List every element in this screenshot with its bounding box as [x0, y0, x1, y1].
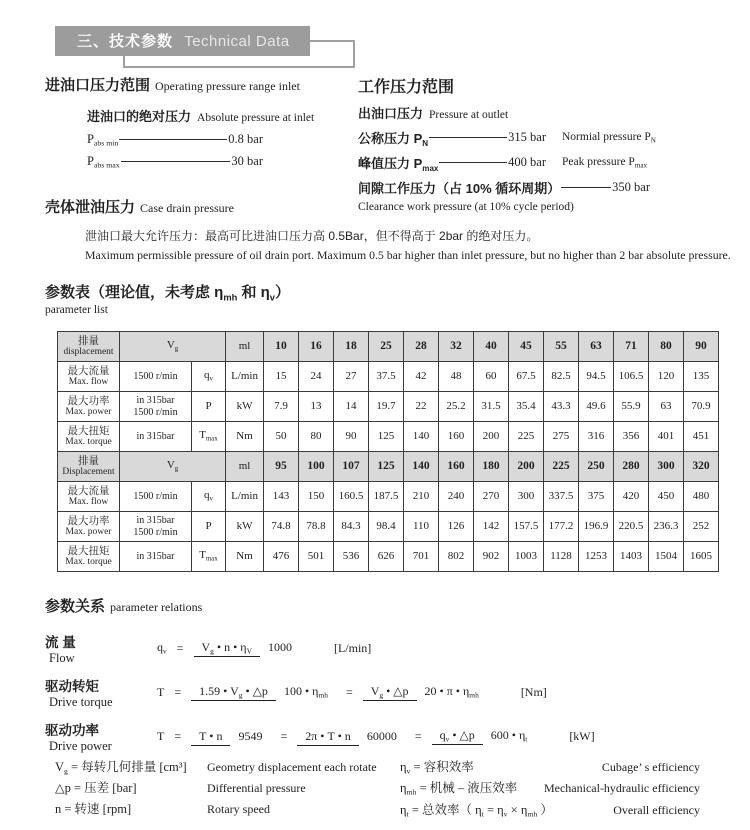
pressure-label-en: Peak pressure $P_{max}$ — [562, 155, 648, 170]
fraction — [363, 684, 487, 700]
value-cell: 1504 — [649, 542, 684, 572]
inlet-subheading-cn: 进油口的绝对压力 — [87, 109, 192, 124]
size-header-cell: 100 — [299, 452, 334, 482]
value-cell: 157.5 — [509, 512, 544, 542]
pressure-value: 0.8 bar — [228, 132, 263, 147]
value-cell: 37.5 — [369, 362, 404, 392]
equation-unit: [kW] — [569, 728, 595, 743]
header-vg-cell: $V_g$ — [120, 452, 226, 482]
equation-lhs: T — [157, 728, 165, 743]
parameter-table-title-en: parameter list — [45, 304, 108, 317]
value-cell: 35.4 — [509, 392, 544, 422]
value-cell: 7.9 — [264, 392, 299, 422]
size-header-cell: 200 — [509, 452, 544, 482]
relation-row — [45, 626, 735, 670]
value-cell: 225 — [509, 422, 544, 452]
value-cell: 27 — [334, 362, 369, 392]
value-cell: 63 — [649, 392, 684, 422]
definition-line — [55, 781, 400, 797]
value-cell: 150 — [299, 482, 334, 512]
definitions-left-column — [55, 760, 400, 824]
section-title-banner — [55, 26, 310, 56]
inlet-subheading-en: Absolute pressure at inlet — [197, 112, 315, 124]
value-cell: 143 — [264, 482, 299, 512]
relation-equation — [157, 640, 300, 656]
size-header-cell: 140 — [404, 452, 439, 482]
value-cell: 300 — [509, 482, 544, 512]
unit-cell: Nm — [226, 422, 264, 452]
value-cell: 50 — [264, 422, 299, 452]
value-cell: 125 — [369, 422, 404, 452]
condition-cell: in 315bar — [120, 422, 192, 452]
inlet-heading-en: Operating pressure range inlet — [155, 79, 300, 93]
pressure-label-en: Normial pressure $P_N$ — [562, 131, 656, 145]
value-cell: 450 — [649, 482, 684, 512]
equation-lhs: T — [157, 684, 165, 699]
banner-title-en: Technical Data — [184, 33, 290, 50]
table-data-row — [58, 542, 719, 572]
value-cell: 275 — [544, 422, 579, 452]
symbol-cell: P — [192, 392, 226, 422]
table-data-row — [58, 512, 719, 542]
condition-cell: in 315bar 1500 r/min — [120, 392, 192, 422]
value-cell: 220.5 — [614, 512, 649, 542]
size-header-cell: 90 — [684, 332, 719, 362]
size-header-cell: 125 — [369, 452, 404, 482]
size-header-cell: 40 — [474, 332, 509, 362]
relation-equation — [157, 684, 487, 700]
value-cell: 240 — [439, 482, 474, 512]
value-cell: 337.5 — [544, 482, 579, 512]
symbol-cell: $q_v$ — [192, 482, 226, 512]
pressure-symbol: $P_{abs max}$ — [87, 153, 120, 170]
value-cell: 74.8 — [264, 512, 299, 542]
value-cell: 356 — [614, 422, 649, 452]
relation-label-cn: 流 量 — [45, 634, 76, 650]
fraction — [191, 729, 270, 744]
value-cell: 210 — [404, 482, 439, 512]
value-cell: 24 — [299, 362, 334, 392]
inlet-heading — [45, 74, 355, 95]
fraction-numerator: 2π • T • n — [297, 729, 359, 746]
inlet-pressure-section — [45, 74, 355, 169]
fraction-numerator: $V_g$ • △p — [363, 684, 417, 701]
definition-term: $\eta_t$ = 总效率（ $\eta_t = \eta_v \times \eta_{mh}$ ） — [400, 802, 553, 819]
fraction-denominator: 600 • $\eta_t$ — [490, 728, 528, 744]
inlet-pressure-rows — [45, 132, 355, 169]
table-header-row — [58, 332, 719, 362]
equals-sign: = — [345, 684, 353, 699]
value-cell: 78.8 — [299, 512, 334, 542]
value-cell: 22 — [404, 392, 439, 422]
definition-line — [400, 760, 700, 776]
outlet-pressure-row — [358, 128, 735, 148]
value-cell: 1403 — [614, 542, 649, 572]
symbol-cell: $T_{max}$ — [192, 542, 226, 572]
value-cell: 70.9 — [684, 392, 719, 422]
size-header-cell: 55 — [544, 332, 579, 362]
size-header-cell: 180 — [474, 452, 509, 482]
value-cell: 13 — [299, 392, 334, 422]
definition-english: Cubage’ s efficiency — [601, 760, 700, 774]
unit-cell: kW — [226, 392, 264, 422]
value-cell: 60 — [474, 362, 509, 392]
parameter-relations-section — [45, 595, 735, 758]
inlet-pressure-row — [87, 132, 263, 148]
value-cell: 110 — [404, 512, 439, 542]
pressure-label-cn: 间隙工作压力（占 10% 循环周期） — [358, 180, 561, 196]
case-drain-heading — [45, 196, 735, 217]
inlet-heading-cn: 进油口压力范围 — [45, 77, 151, 94]
size-header-cell: 28 — [404, 332, 439, 362]
value-cell: 1128 — [544, 542, 579, 572]
value-cell: 626 — [369, 542, 404, 572]
value-cell: 14 — [334, 392, 369, 422]
parameter-table — [57, 331, 719, 572]
value-cell: 701 — [404, 542, 439, 572]
value-cell: 160 — [439, 422, 474, 452]
pressure-label-cn: 峰值压力 $P_{max}$ — [358, 155, 439, 173]
value-cell: 252 — [684, 512, 719, 542]
value-cell: 1253 — [579, 542, 614, 572]
value-cell: 15 — [264, 362, 299, 392]
row-label-cell: 最大扭矩 Max. torque — [58, 542, 120, 572]
value-cell: 25.2 — [439, 392, 474, 422]
condition-cell: 1500 r/min — [120, 362, 192, 392]
relation-label-en: Drive power — [49, 738, 112, 753]
row-label-cell: 最大流量 Max. flow — [58, 362, 120, 392]
definition-line — [400, 803, 700, 819]
pressure-value: 30 bar — [231, 154, 263, 169]
value-cell: 1605 — [684, 542, 719, 572]
equals-sign: = — [414, 728, 422, 743]
equation-unit: [L/min] — [333, 640, 372, 655]
size-header-cell: 225 — [544, 452, 579, 482]
outlet-subheading — [358, 103, 735, 123]
value-cell: 142 — [474, 512, 509, 542]
value-cell: 94.5 — [579, 362, 614, 392]
condition-cell: in 315bar — [120, 542, 192, 572]
fraction-denominator: 60000 — [366, 728, 397, 743]
definition-line — [400, 781, 700, 797]
size-header-cell: 16 — [299, 332, 334, 362]
equals-sign: = — [176, 640, 184, 655]
relation-label-cn: 驱动功率 — [45, 722, 99, 738]
size-header-cell: 95 — [264, 452, 299, 482]
value-cell: 236.3 — [649, 512, 684, 542]
size-header-cell: 300 — [649, 452, 684, 482]
size-header-cell: 280 — [614, 452, 649, 482]
definitions-right-column — [400, 760, 700, 824]
relation-rows — [45, 626, 735, 758]
relation-equation — [157, 728, 535, 744]
value-cell: 187.5 — [369, 482, 404, 512]
size-header-cell: 32 — [439, 332, 474, 362]
unit-cell: kW — [226, 512, 264, 542]
value-cell: 451 — [684, 422, 719, 452]
definition-term: △p = 压差 [bar] — [55, 781, 137, 796]
table-data-row — [58, 422, 719, 452]
value-cell: 160.5 — [334, 482, 369, 512]
definition-english: Differential pressure — [207, 781, 306, 796]
case-drain-section — [45, 196, 735, 263]
unit-cell: L/min — [226, 362, 264, 392]
equals-sign: = — [280, 728, 288, 743]
fraction-denominator: 20 • π • $\eta_{mh}$ — [424, 684, 479, 700]
case-drain-text-en: Maximum permissible pressure of oil drain port. Maximum 0.5 bar higher than inlet pressure, but no higher than 2 bar absolute pressure. — [85, 248, 731, 262]
outlet-heading — [358, 74, 735, 97]
row-label-cell: 最大扭矩 Max. torque — [58, 422, 120, 452]
banner-title-cn: 三、技术参数 — [77, 33, 174, 50]
leader-line — [429, 137, 507, 138]
equation-lhs: $q_v$ — [157, 640, 167, 656]
value-cell: 82.5 — [544, 362, 579, 392]
value-cell: 902 — [474, 542, 509, 572]
header-unit-cell: ml — [226, 332, 264, 362]
symbol-cell: P — [192, 512, 226, 542]
equals-sign: = — [174, 728, 182, 743]
value-cell: 140 — [404, 422, 439, 452]
case-drain-text-cn: 泄油口最大允许压力：最高可比进油口压力高 0.5Bar，但不得高于 2bar 的绝对压力。 — [85, 229, 539, 243]
leader-line — [439, 162, 507, 163]
banner-box — [55, 26, 310, 56]
size-header-cell: 107 — [334, 452, 369, 482]
outlet-note-en: Clearance work pressure (at 10% cycle period) — [358, 200, 574, 213]
unit-cell: L/min — [226, 482, 264, 512]
relations-heading-cn: 参数关系 — [45, 598, 106, 615]
pressure-value: 315 bar — [508, 130, 546, 145]
pressure-value: 350 bar — [612, 179, 650, 194]
relation-label-en: Drive torque — [49, 694, 113, 709]
pressure-label-cn: 公称压力 $P_N$ — [358, 131, 429, 148]
fraction — [191, 684, 336, 700]
value-cell: 802 — [439, 542, 474, 572]
working-pressure-section — [358, 74, 735, 213]
unit-cell: Nm — [226, 542, 264, 572]
symbol-definitions — [55, 760, 700, 824]
value-cell: 126 — [439, 512, 474, 542]
value-cell: 80 — [299, 422, 334, 452]
value-cell: 501 — [299, 542, 334, 572]
value-cell: 55.9 — [614, 392, 649, 422]
value-cell: 90 — [334, 422, 369, 452]
relation-row — [45, 714, 735, 758]
value-cell: 31.5 — [474, 392, 509, 422]
definition-term: n = 转速 [rpm] — [55, 802, 132, 817]
row-label-cell: 最大功率 Max. power — [58, 512, 120, 542]
fraction-numerator: $V_g$ • n • $\eta_V$ — [194, 640, 260, 657]
value-cell: 98.4 — [369, 512, 404, 542]
size-header-cell: 250 — [579, 452, 614, 482]
value-cell: 106.5 — [614, 362, 649, 392]
table-header-row — [58, 452, 719, 482]
outlet-pressure-rows — [358, 128, 735, 197]
size-header-cell: 63 — [579, 332, 614, 362]
definition-term: $\eta_v$ = 容积效率 — [400, 760, 474, 776]
pressure-symbol: $P_{abs min}$ — [87, 132, 119, 148]
fraction — [194, 640, 300, 656]
value-cell: 43.3 — [544, 392, 579, 422]
fraction — [432, 728, 536, 744]
relation-label-en: Flow — [49, 650, 75, 665]
header-displacement-cell: 排量 Displacement — [58, 452, 120, 482]
symbol-cell: $T_{max}$ — [192, 422, 226, 452]
header-vg-cell: $V_g$ — [120, 332, 226, 362]
case-drain-heading-cn: 壳体泄油压力 — [45, 199, 136, 216]
leader-line — [561, 187, 611, 188]
inlet-pressure-row — [87, 154, 263, 170]
table-data-row — [58, 482, 719, 512]
value-cell: 84.3 — [334, 512, 369, 542]
definition-line — [55, 760, 400, 776]
definition-term: $V_g$ = 每转几何排量 [cm³] — [55, 760, 187, 776]
condition-cell: in 315bar 1500 r/min — [120, 512, 192, 542]
equation-unit: [Nm] — [520, 684, 547, 699]
inlet-subheading — [87, 106, 355, 126]
outlet-heading-cn: 工作压力范围 — [358, 79, 455, 96]
condition-cell: 1500 r/min — [120, 482, 192, 512]
parameter-table-title-cn: 参数表（理论值，未考虑 $\eta_{mh}$ 和 $\eta_v$） — [45, 284, 290, 303]
size-header-cell: 80 — [649, 332, 684, 362]
relations-heading-en: parameter relations — [110, 600, 203, 614]
pressure-value: 400 bar — [508, 155, 546, 170]
size-header-cell: 25 — [369, 332, 404, 362]
header-displacement-cell: 排量 displacement — [58, 332, 120, 362]
table-data-row — [58, 392, 719, 422]
value-cell: 67.5 — [509, 362, 544, 392]
value-cell: 200 — [474, 422, 509, 452]
value-cell: 420 — [614, 482, 649, 512]
outlet-pressure-row — [358, 178, 735, 197]
fraction-denominator: 9549 — [238, 728, 263, 743]
leader-line — [121, 161, 231, 162]
value-cell: 135 — [684, 362, 719, 392]
table-data-row — [58, 362, 719, 392]
size-header-cell: 320 — [684, 452, 719, 482]
fraction-numerator: 1.59 • $V_g$ • △p — [191, 684, 276, 701]
value-cell: 1003 — [509, 542, 544, 572]
fraction-denominator: 1000 — [267, 640, 292, 655]
value-cell: 375 — [579, 482, 614, 512]
size-header-cell: 18 — [334, 332, 369, 362]
value-cell: 177.2 — [544, 512, 579, 542]
outlet-subheading-en: Pressure at outlet — [429, 109, 509, 121]
definition-english: Overall efficiency — [613, 802, 700, 817]
leader-line — [119, 139, 227, 140]
fraction — [297, 729, 405, 744]
value-cell: 120 — [649, 362, 684, 392]
value-cell: 476 — [264, 542, 299, 572]
relations-heading — [45, 595, 735, 616]
equals-sign: = — [174, 684, 182, 699]
definition-line — [55, 802, 400, 818]
row-label-cell: 最大流量 Max. flow — [58, 482, 120, 512]
row-label-cell: 最大功率 Max. power — [58, 392, 120, 422]
value-cell: 49.6 — [579, 392, 614, 422]
relation-label-cn: 驱动转矩 — [45, 678, 99, 694]
fraction-numerator: $q_v$ • △p — [432, 728, 483, 745]
case-drain-heading-en: Case drain pressure — [140, 201, 234, 215]
value-cell: 536 — [334, 542, 369, 572]
size-header-cell: 10 — [264, 332, 299, 362]
fraction-numerator: T • n — [191, 729, 230, 746]
value-cell: 316 — [579, 422, 614, 452]
value-cell: 42 — [404, 362, 439, 392]
size-header-cell: 160 — [439, 452, 474, 482]
value-cell: 196.9 — [579, 512, 614, 542]
value-cell: 19.7 — [369, 392, 404, 422]
symbol-cell: $q_v$ — [192, 362, 226, 392]
header-unit-cell: ml — [226, 452, 264, 482]
definition-term: $\eta_{mh}$ = 机械 – 液压效率 — [400, 781, 518, 798]
definition-english: Geometry displacement each rotate — [207, 760, 377, 774]
value-cell: 270 — [474, 482, 509, 512]
size-header-cell: 45 — [509, 332, 544, 362]
outlet-subheading-cn: 出油口压力 — [358, 106, 424, 121]
parameter-table-title — [45, 281, 290, 316]
fraction-denominator: 100 • $\eta_{mh}$ — [283, 684, 328, 700]
value-cell: 48 — [439, 362, 474, 392]
value-cell: 480 — [684, 482, 719, 512]
definition-english: Mechanical-hydraulic efficiency — [543, 781, 700, 796]
value-cell: 401 — [649, 422, 684, 452]
definition-english: Rotary speed — [207, 802, 270, 817]
outlet-pressure-row — [358, 153, 735, 173]
size-header-cell: 71 — [614, 332, 649, 362]
relation-row — [45, 670, 735, 714]
